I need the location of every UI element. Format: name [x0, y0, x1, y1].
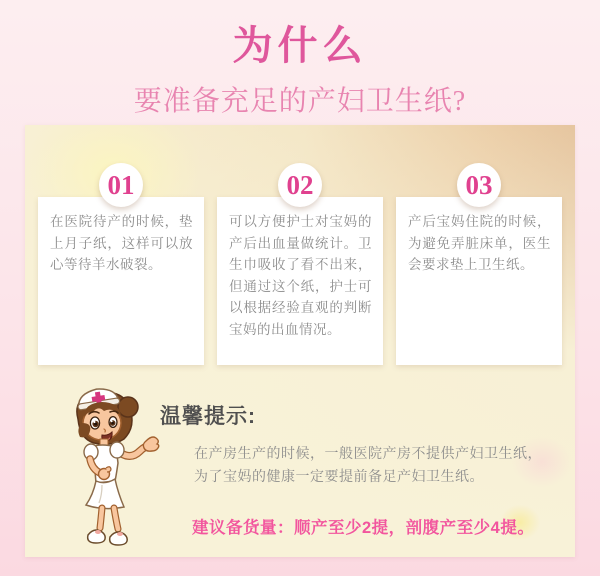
- reason-number-3: 03: [465, 169, 493, 200]
- tips-section: [160, 400, 560, 538]
- reason-number-badge-2: [278, 163, 322, 207]
- nurse-cartoon-icon: [58, 385, 170, 549]
- tips-line-1: 在产房生产的时候，一般医院产房不提供产妇卫生纸，: [194, 445, 542, 461]
- reason-card-3: [396, 169, 562, 365]
- tips-highlight: 建议备货量：顺产至少2提，剖腹产至少4提。: [192, 519, 535, 537]
- reason-number-1: 01: [107, 169, 135, 200]
- reason-text-2: 可以方便护士对宝妈的产后出血量做统计。卫生巾吸收了看不出来，但通过这个纸，护士可以根据经验直观的判断宝妈的出血情况。: [229, 214, 372, 337]
- page-title: 为什么: [232, 23, 368, 68]
- reason-card-1: [38, 169, 204, 365]
- reason-text-1: 在医院待产的时候，垫上月子纸，这样可以放心等待羊水破裂。: [50, 214, 193, 272]
- page-subtitle: 要准备充足的产妇卫生纸?: [133, 86, 467, 117]
- content-panel: [25, 125, 575, 557]
- reason-text-3: 产后宝妈住院的时候，为避免弄脏床单，医生会要求垫上卫生纸。: [408, 214, 551, 272]
- header: [0, 0, 600, 119]
- reason-card-2: [217, 169, 383, 365]
- reason-cards: [38, 169, 562, 365]
- nurse-illustration: [58, 385, 170, 549]
- tips-title: 温馨提示:: [160, 405, 256, 428]
- reason-number-badge-3: [457, 163, 501, 207]
- tips-body: [194, 442, 560, 487]
- reason-number-2: 02: [286, 169, 314, 200]
- tips-line-2: 为了宝妈的健康一定要提前备足产妇卫生纸。: [194, 467, 484, 484]
- reason-number-badge-1: [99, 163, 143, 207]
